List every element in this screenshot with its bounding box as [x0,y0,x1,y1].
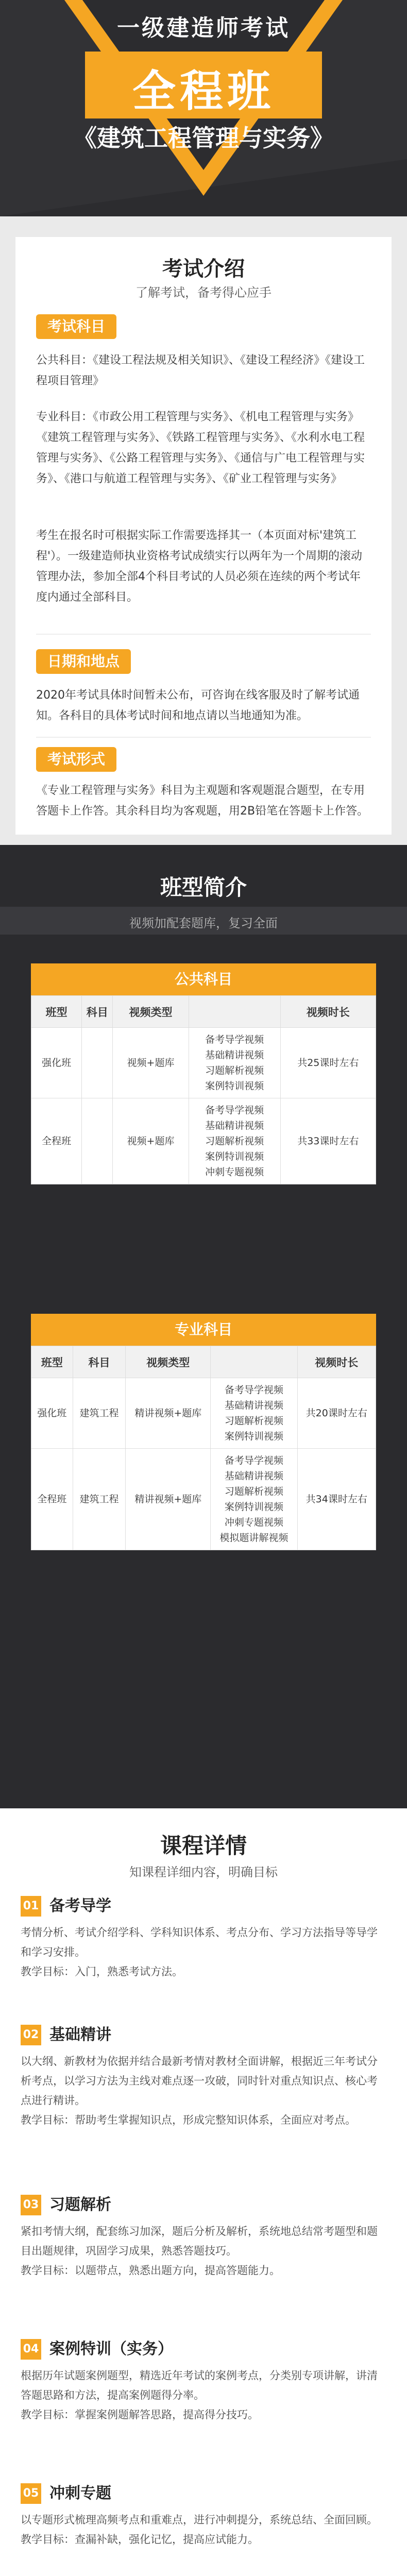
hero-subject: 《建筑工程管理与实务》 [73,124,334,152]
public-course-table [31,995,376,1184]
th-video: 视频类型 [126,1346,211,1378]
th-topics [189,996,280,1028]
detail-heading: 习题解析 [49,2196,111,2214]
table-row [31,1098,376,1184]
public-table-body [31,1028,376,1184]
detail-heading: 冲刺专题 [49,2484,111,2502]
cell-subject: 建筑工程 [73,1378,126,1449]
cell-video: 精讲视频+题库 [126,1378,211,1449]
cell-video: 视频+题库 [113,1098,189,1184]
pro-subject-bar: 专业科目 [31,1314,376,1346]
detail-text: 根据历年试题案例题型，精选近年考试的案例考点，分类别专项讲解，讲清答题思路和方法，提高案例题得分率。 教学目标：掌握案例题解答思路，提高得分技巧。 [21,2369,378,2421]
cell-hours: 共25课时左右 [280,1028,376,1098]
cell-topics: 备考导学视频 基础精讲视频 习题解析视频 案例特训视频 冲刺专题视频 模拟题讲解视频 [211,1449,297,1550]
cell-type: 全程班 [31,1449,73,1550]
th-hours: 视频时长 [280,996,376,1028]
detail-text: 以专题形式梳理高频考点和重难点，进行冲刺提分，系统总结、全面回顾。 教学目标：查漏补缺，强化记忆，提高应试能力。 [21,2514,378,2546]
details-title: 课程详情 [160,1833,247,1858]
detail-item [21,2195,386,2329]
cell-type: 强化班 [31,1378,73,1449]
format-text: 《专业工程管理与实务》科目为主观题和客观题混合题型，在专用答题卡上作答。其余科目均为客观题，用2B铅笔在答题卡上作答。 [36,784,369,818]
cell-hours: 共33课时左右 [280,1098,376,1184]
course-intro-section [0,845,407,1808]
th-type: 班型 [31,996,82,1028]
cell-topics: 备考导学视频 基础精讲视频 习题解析视频 案例特训视频 冲刺专题视频 [189,1098,280,1184]
exam-intro-card [15,237,392,835]
detail-item [21,2339,386,2473]
th-subject: 科目 [73,1346,126,1378]
detail-item [21,2483,386,2576]
cell-hours: 共34课时左右 [297,1449,376,1550]
cell-video: 精讲视频+题库 [126,1449,211,1550]
th-type: 班型 [31,1346,73,1378]
cell-type: 全程班 [31,1098,82,1184]
detail-heading: 备考导学 [49,1897,111,1915]
pro-table-body [31,1378,376,1550]
detail-text: 考情分析、考试介绍学科、学科知识体系、考点分布、学习方法指导等导学和学习安排。 教学目标：入门，熟悉考试方法。 [21,1926,378,1978]
hero-exam-label: 一级建造师考试 [117,15,290,41]
cell-hours: 共20课时左右 [297,1378,376,1449]
subjects-rule: 考生在报名时可根据实际工作需要选择其一（本页面对标'建筑工程'）。一级建造师执业资格考试成绩实行以两年为一个周期的滚动管理办法，参加全部4个科目考试的人员必须在连续的两个考试年度内通过全部科目。 [36,529,363,604]
th-video: 视频类型 [113,996,189,1028]
divider [36,737,371,738]
public-subject-bar: 公共科目 [31,963,376,995]
detail-number: 02 [21,2025,41,2045]
cell-topics: 备考导学视频 基础精讲视频 习题解析视频 案例特训视频 [211,1378,297,1449]
cell-subject [82,1098,113,1184]
detail-text: 以大纲、新教材为依据并结合最新考情对教材全面讲解，根据近三年考试分析考点，以学习方法为主线对难点逐一攻破，同时针对重点知识点、核心考点进行精讲。 教学目标：帮助考生掌握知识点，形成完整知识体系，全面应对考点。 [21,2055,378,2126]
subjects-public: 公共科目：《建设工程法规及相关知识》、《建设工程经济》《建设工程项目管理》 [36,354,365,387]
cell-type: 强化班 [31,1028,82,1098]
subjects-tag: 考试科目 [36,314,116,339]
table-row [31,1028,376,1098]
hero-course-name: 全程班 [132,66,275,116]
detail-item [21,1896,386,2014]
divider [36,634,371,635]
detail-heading: 案例特训（实务） [49,2340,173,2358]
exam-intro-subtitle: 了解考试，备考得心应手 [135,285,272,300]
exam-intro-title: 考试介绍 [162,257,245,281]
dates-text: 2020年考试具体时间暂未公布，可咨询在线客服及时了解考试通知。各科目的具体考试时间和地点请以当地通知为准。 [36,689,360,722]
th-topics [211,1346,297,1378]
detail-text: 紧扣考情大纲，配套练习加深，题后分析及解析，系统地总结常考题型和题目出题规律，巩固学习成果，熟悉答题技巧。 教学目标：以题带点，熟悉出题方向，提高答题能力。 [21,2225,378,2277]
exam-intro-section [0,216,407,845]
course-details-section [0,1808,407,2576]
dates-tag: 日期和地点 [36,649,131,674]
details-subtitle: 知课程详细内容，明确目标 [129,1865,278,1879]
course-intro-subtitle: 视频加配套题库，复习全面 [129,916,278,930]
format-tag: 考试形式 [36,747,116,772]
hero-banner [0,0,407,216]
th-hours: 视频时长 [297,1346,376,1378]
detail-number: 05 [21,2483,41,2504]
detail-number: 01 [21,1896,41,1917]
pro-course-table [31,1346,376,1550]
detail-number: 03 [21,2195,41,2215]
cell-topics: 备考导学视频 基础精讲视频 习题解析视频 案例特训视频 [189,1028,280,1098]
cell-video: 视频+题库 [113,1028,189,1098]
detail-number: 04 [21,2339,41,2360]
subjects-pro: 专业科目：《市政公用工程管理与实务》、《机电工程管理与实务》《建筑工程管理与实务》、《铁路工程管理与实务》、《水利水电工程管理与实务》、《公路工程管理与实务》、《通信与广电工程管理与实务》、《港口与航道工程管理与实务》、《矿业工程管理与实务》 [36,411,365,485]
table-row [31,1378,376,1449]
cell-subject [82,1028,113,1098]
cell-subject: 建筑工程 [73,1449,126,1550]
th-subject: 科目 [82,996,113,1028]
detail-item [21,2025,386,2179]
detail-heading: 基础精讲 [49,2026,111,2044]
table-row [31,1449,376,1550]
course-intro-title: 班型简介 [160,875,247,900]
